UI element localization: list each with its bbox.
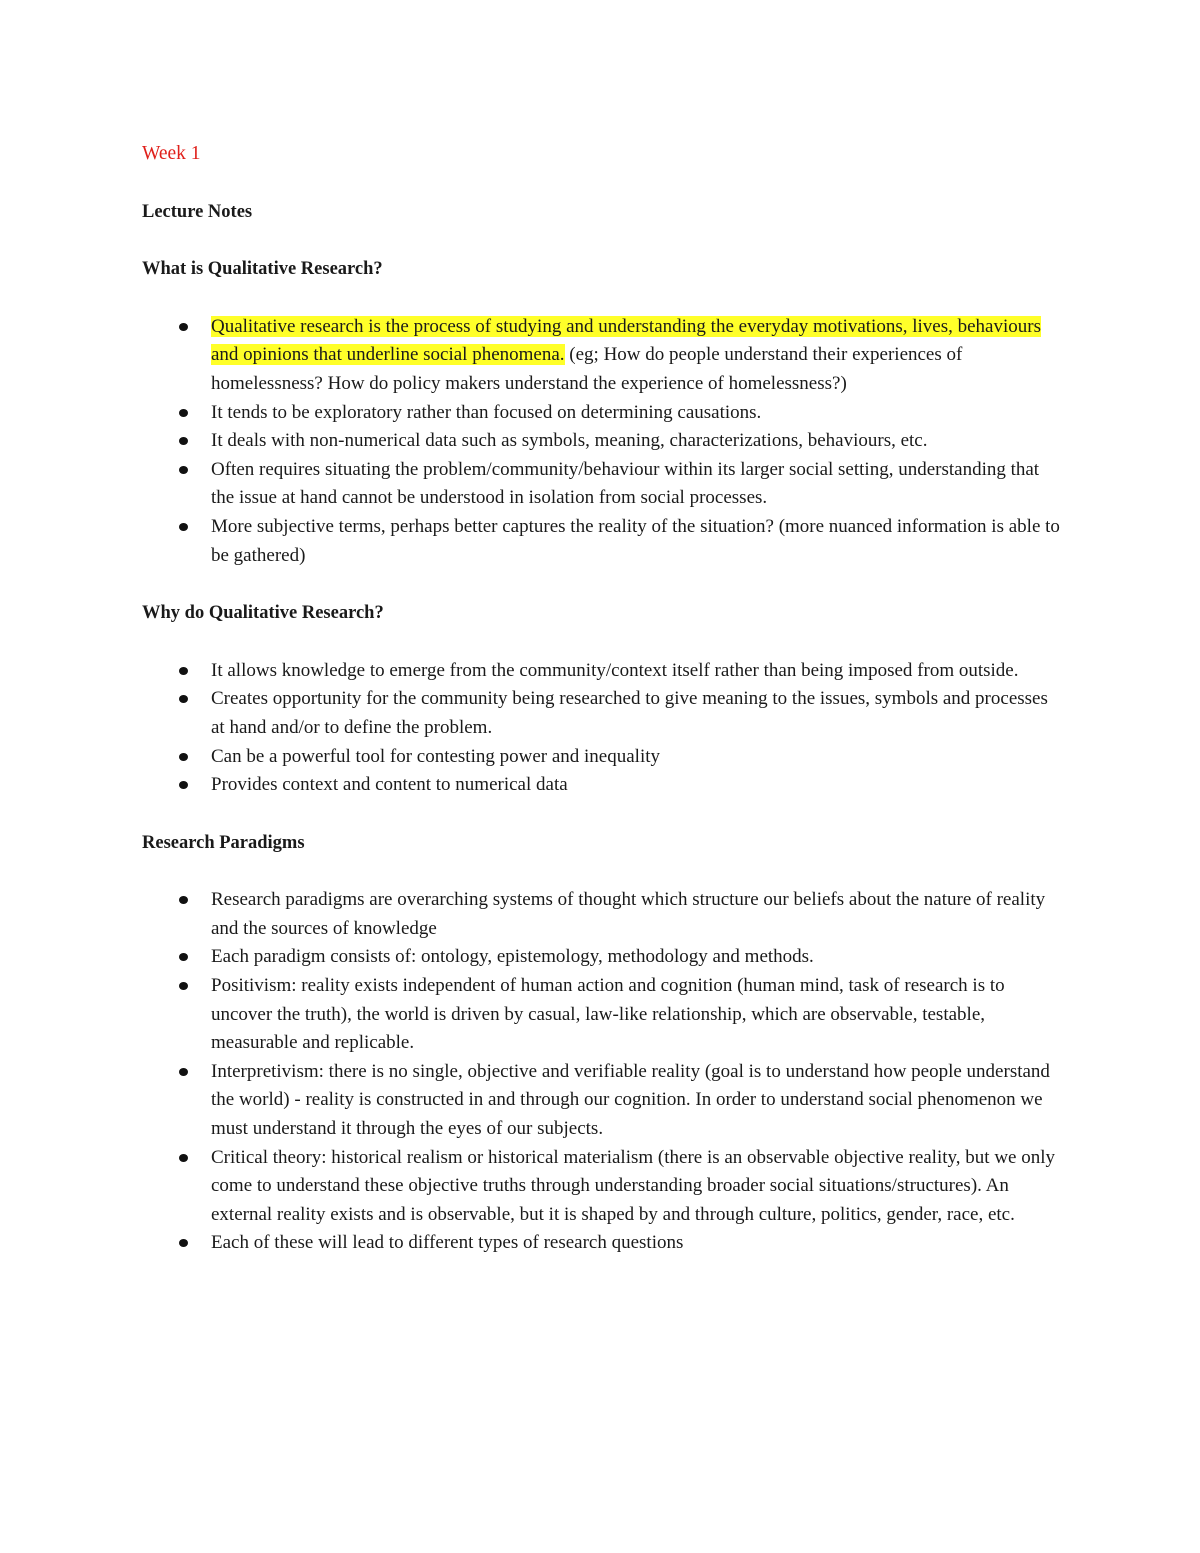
list-item-text: Often requires situating the problem/community/behaviour within its larger social setting, understanding that the issue at hand cannot be understood in isolation from social processes.	[211, 458, 1040, 509]
bullet-icon	[179, 781, 188, 789]
list-item-text: Can be a powerful tool for contesting power and inequality	[211, 745, 661, 767]
bullet-list-research-paradigms	[142, 886, 1062, 1258]
list-item-text: More subjective terms, perhaps better captures the reality of the situation? (more nuanced information is able to be gathered)	[211, 515, 1060, 566]
list-item	[142, 1058, 1062, 1144]
highlighted-text: Qualitative research is the process of studying and understanding the everyday motivations, lives, behaviours and opinions that underline social phenomena.	[211, 315, 1041, 366]
list-item-text: It deals with non-numerical data such as symbols, meaning, characterizations, behaviours, etc.	[211, 430, 928, 452]
list-item-text: (eg; How do people understand their experiences of homelessness? How do policy makers understand the experience of homelessness?)	[211, 344, 963, 394]
list-item	[142, 313, 1062, 399]
list-item	[142, 657, 1062, 686]
document-page	[142, 140, 1062, 1287]
bullet-icon	[179, 695, 188, 703]
bullet-list-what-is	[142, 313, 1062, 570]
lecture-notes-heading: Lecture Notes	[142, 201, 253, 222]
bullet-icon	[179, 1154, 188, 1162]
week-label: Week 1	[142, 143, 201, 164]
list-item	[142, 456, 1062, 513]
list-item-text: Critical theory: historical realism or historical materialism (there is an observable objective reality, but we only come to understand these objective truths through understanding broader social situations/structures). An external reality exists and is observable, but it is shaped by and through culture, politics, gender, race, etc.	[211, 1146, 1055, 1225]
list-item	[142, 1144, 1062, 1230]
bullet-icon	[179, 323, 188, 331]
bullet-icon	[179, 667, 188, 675]
list-item-text: It allows knowledge to emerge from the community/context itself rather than being imposed from outside.	[211, 659, 1019, 681]
section-heading-what-is: What is Qualitative Research?	[142, 259, 383, 280]
list-item	[142, 943, 1062, 972]
bullet-icon	[179, 982, 188, 990]
bullet-icon	[179, 753, 188, 761]
list-item-text: Creates opportunity for the community being researched to give meaning to the issues, symbols and processes at hand and/or to define the problem.	[211, 688, 1048, 738]
list-item	[142, 513, 1062, 570]
list-item-text: Provides context and content to numerical data	[211, 774, 568, 796]
list-item-text: Research paradigms are overarching systems of thought which structure our beliefs about the nature of reality and the sources of knowledge	[211, 889, 1046, 939]
list-item-text: Positivism: reality exists independent of human action and cognition (human mind, task of research is to uncover the truth), the world is driven by casual, law-like relationship, which are observable, testable, measurable and replicable.	[211, 975, 1005, 1054]
list-item-text: Each paradigm consists of: ontology, epistemology, methodology and methods.	[211, 946, 814, 968]
bullet-icon	[179, 523, 188, 531]
section-heading-why-do: Why do Qualitative Research?	[142, 603, 384, 624]
bullet-icon	[179, 437, 188, 445]
list-item	[142, 743, 1062, 772]
list-item	[142, 886, 1062, 943]
section-heading-research-paradigms: Research Paradigms	[142, 832, 305, 853]
bullet-icon	[179, 896, 188, 904]
bullet-list-why-do	[142, 657, 1062, 800]
bullet-icon	[179, 953, 188, 961]
list-item	[142, 399, 1062, 428]
list-item	[142, 1229, 1062, 1258]
list-item-text: It tends to be exploratory rather than focused on determining causations.	[211, 401, 762, 423]
bullet-icon	[179, 409, 188, 417]
list-item	[142, 427, 1062, 456]
list-item	[142, 685, 1062, 742]
bullet-icon	[179, 466, 188, 474]
list-item-text: Interpretivism: there is no single, objective and verifiable reality (goal is to understand how people understand the world) - reality is constructed in and through our cognition. In order to understand social phenomenon we must understand it through the eyes of our subjects.	[211, 1060, 1050, 1140]
bullet-icon	[179, 1239, 188, 1247]
bullet-icon	[179, 1068, 188, 1076]
list-item	[142, 972, 1062, 1058]
list-item-text: Each of these will lead to different types of research questions	[211, 1232, 684, 1254]
list-item	[142, 771, 1062, 800]
